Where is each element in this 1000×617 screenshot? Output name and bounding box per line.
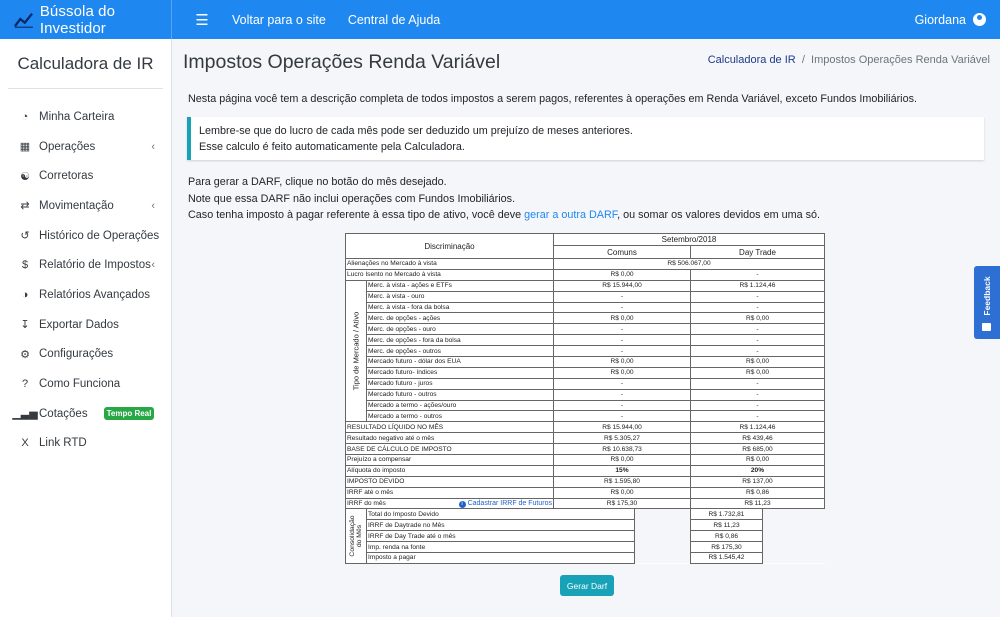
market-label: Mercado futuro- índices (367, 367, 554, 378)
market-comuns: R$ 0,00 (554, 357, 691, 368)
market-daytrade: - (691, 346, 825, 357)
table-row (346, 400, 825, 411)
market-daytrade: - (691, 378, 825, 389)
table-row (346, 280, 825, 291)
table-row (346, 465, 825, 476)
market-daytrade: - (691, 324, 825, 335)
table-row (346, 302, 825, 313)
sidebar-item-label: Relatório de Impostos (39, 259, 151, 272)
col-header-period: Setembro/2018 (554, 234, 825, 246)
summary-daytrade: 20% (691, 465, 825, 476)
sidebar-item-bar-chart[interactable] (0, 399, 171, 429)
history-icon: ↺ (20, 230, 30, 243)
market-label: Mercado a termo - outros (367, 411, 554, 422)
sidebar-item-dollar[interactable] (0, 250, 171, 280)
summary-comuns: R$ 0,00 (554, 487, 691, 498)
irrf-mes-cell (346, 498, 554, 509)
summary-daytrade: R$ 439,46 (691, 433, 825, 444)
sidebar-item-label: Histórico de Operações (39, 229, 160, 242)
market-label: Mercado a termo - ações/ouro (367, 400, 554, 411)
other-darf-link[interactable]: gerar a outra DARF (524, 209, 618, 221)
user-menu[interactable] (915, 0, 986, 39)
market-label: Merc. de opções - fora da bolsa (367, 335, 554, 346)
back-to-site-link[interactable]: Voltar para o site (232, 12, 326, 27)
market-label: Merc. à vista - ouro (367, 291, 554, 302)
chevron-left-icon: ‹ (151, 259, 155, 272)
market-daytrade: - (691, 302, 825, 313)
table-row (346, 324, 825, 335)
summary-label: BASE DE CÁLCULO DE IMPOSTO (346, 444, 554, 455)
market-comuns: R$ 15.944,00 (554, 280, 691, 291)
breadcrumb-current: Impostos Operações Renda Variável (811, 54, 990, 66)
consolidacao-spacer (635, 509, 691, 520)
darf-table (345, 233, 825, 564)
sidebar-item-label: Movimentação (39, 199, 114, 212)
market-comuns: - (554, 378, 691, 389)
market-label: Mercado futuro - dólar dos EUA (367, 357, 554, 368)
sidebar-title: Calculadora de IR (8, 39, 163, 89)
register-irrf-futures-label: Cadastrar IRRF de Futuros (467, 499, 552, 507)
market-daytrade: - (691, 411, 825, 422)
consolidacao-spacer (635, 553, 691, 564)
table-row (346, 291, 825, 302)
summary-daytrade: R$ 0,86 (691, 487, 825, 498)
table-row (346, 346, 825, 357)
main-content (173, 39, 1000, 617)
sidebar-item-grid[interactable] (0, 132, 171, 162)
sidebar-item-exchange[interactable] (0, 191, 171, 221)
summary-daytrade: R$ 137,00 (691, 476, 825, 487)
row-label-alienacoes: Alienações no Mercado à vista (346, 259, 554, 270)
consolidacao-label: IRRF de Daytrade no Mês (367, 520, 635, 531)
info-line-3-text: Caso tenha imposto à pagar referente à essa tipo de ativo, você deve (188, 209, 525, 221)
table-row (346, 509, 825, 520)
top-navbar (0, 0, 1000, 39)
consolidacao-label-text: Consolidação do Mês (349, 515, 363, 557)
summary-daytrade: R$ 1.124,46 (691, 422, 825, 433)
sidebar-item-bank[interactable] (0, 161, 171, 191)
table-row (346, 542, 825, 553)
market-label: Merc. de opções - ações (367, 313, 554, 324)
market-daytrade: - (691, 291, 825, 302)
bar-chart-icon: ▁▃▅ (12, 408, 38, 421)
brand-name: Bússola do Investidor (39, 2, 116, 37)
table-row (346, 433, 825, 444)
lucro-isento-comuns: R$ 0,00 (554, 269, 691, 280)
consolidacao-value: R$ 1.545,42 (691, 553, 763, 564)
market-daytrade: - (691, 335, 825, 346)
register-irrf-futures-link[interactable] (459, 500, 552, 508)
table-row (346, 422, 825, 433)
consolidacao-value: R$ 175,30 (691, 542, 763, 553)
market-comuns: - (554, 302, 691, 313)
summary-label: Alíquota do imposto (346, 465, 554, 476)
market-daytrade: R$ 0,00 (691, 357, 825, 368)
sidebar-item-label: Como Funciona (39, 378, 121, 391)
market-daytrade: - (691, 400, 825, 411)
market-comuns: - (554, 346, 691, 357)
bank-icon: ☯ (20, 170, 30, 183)
market-label: Merc. de opções - ouro (367, 324, 554, 335)
consolidacao-label: IRRF de Day Trade até o mês (367, 531, 635, 542)
summary-comuns: R$ 10.638,73 (554, 444, 691, 455)
market-label: Merc. de opções - outros (367, 346, 554, 357)
market-daytrade: - (691, 389, 825, 400)
chevron-left-icon: ‹ (151, 199, 155, 212)
sidebar-item-label: Operações (39, 140, 96, 153)
summary-daytrade: R$ 0,00 (691, 455, 825, 466)
help-center-link[interactable]: Central de Ajuda (347, 12, 441, 27)
download-icon: ↧ (20, 319, 30, 332)
consolidacao-label: Total do Imposto Devido (367, 509, 635, 520)
sidebar-item-download[interactable] (0, 310, 171, 340)
market-daytrade: R$ 0,00 (691, 367, 825, 378)
consolidacao-spacer (763, 531, 825, 542)
group-label-consolidacao (346, 509, 367, 563)
summary-daytrade: R$ 685,00 (691, 444, 825, 455)
info-line-3 (188, 207, 820, 224)
sidebar-menu (0, 89, 171, 458)
market-label: Merc. à vista - fora da bolsa (367, 302, 554, 313)
summary-comuns: R$ 5.305,27 (554, 433, 691, 444)
exchange-icon: ⇄ (20, 200, 30, 213)
market-comuns: - (554, 411, 691, 422)
consolidacao-spacer (635, 542, 691, 553)
irrf-mes-label: IRRF do mês (347, 499, 386, 507)
realtime-badge: Tempo Real (104, 407, 155, 420)
consolidacao-value: R$ 1.732,81 (691, 509, 763, 520)
sidebar-item-label: Exportar Dados (39, 318, 119, 331)
sidebar-item-excel[interactable] (0, 429, 171, 459)
summary-label: RESULTADO LÍQUIDO NO MÊS (346, 422, 554, 433)
page-description: Nesta página você tem a descrição completa de todos impostos a serem pagos, referentes à operações em Renda Variável, exceto Fundos Imobiliários. (188, 93, 917, 105)
summary-comuns: R$ 0,00 (554, 455, 691, 466)
market-label: Mercado futuro - outros (367, 389, 554, 400)
darf-instructions (188, 174, 820, 224)
user-icon (973, 13, 986, 26)
table-row (346, 357, 825, 368)
market-daytrade: R$ 1.124,46 (691, 280, 825, 291)
lucro-isento-daytrade: - (691, 269, 825, 280)
market-label: Mercado futuro - juros (367, 378, 554, 389)
col-header-discriminacao: Discriminação (346, 234, 554, 259)
market-comuns: - (554, 335, 691, 346)
sidebar-item-label: Minha Carteira (39, 110, 115, 123)
sidebar-item-label: Link RTD (39, 437, 87, 450)
consolidacao-spacer (763, 509, 825, 520)
info-callout (187, 117, 984, 160)
market-comuns: - (554, 291, 691, 302)
info-line-3-suffix: , ou somar os valores devidos em uma só. (617, 209, 820, 221)
question-icon: ? (21, 378, 29, 391)
row-label-lucro-isento: Lucro Isento no Mercado à vista (346, 269, 554, 280)
summary-label: IMPOSTO DEVIDO (346, 476, 554, 487)
breadcrumb-separator: / (798, 54, 808, 66)
breadcrumb-root-link[interactable]: Calculadora de IR (707, 54, 796, 66)
summary-label: IRRF até o mês (346, 487, 554, 498)
table-row (346, 367, 825, 378)
chevron-left-icon: ‹ (151, 140, 155, 153)
market-daytrade: R$ 0,00 (691, 313, 825, 324)
consolidacao-label: Imposto a pagar (367, 553, 635, 564)
sidebar-item-label: Corretoras (39, 170, 94, 183)
grid-icon: ▦ (19, 141, 31, 154)
sidebar-item-pie-chart[interactable] (0, 280, 171, 310)
table-row (346, 411, 825, 422)
irrf-mes-comuns: R$ 175,30 (554, 498, 691, 509)
chart-line-logo-icon (14, 11, 34, 29)
brand[interactable] (0, 0, 172, 39)
market-comuns: - (554, 324, 691, 335)
table-row (346, 487, 825, 498)
summary-comuns: R$ 15.944,00 (554, 422, 691, 433)
sidebar-item-question[interactable] (0, 369, 171, 399)
sidebar-item-label: Cotações (39, 407, 88, 420)
consolidacao-spacer (763, 553, 825, 564)
table-row (346, 313, 825, 324)
summary-label: Resultado negativo até o mês (346, 433, 554, 444)
market-comuns: R$ 0,00 (554, 367, 691, 378)
market-comuns: - (554, 400, 691, 411)
table-row (346, 553, 825, 564)
info-line-1: Para gerar a DARF, clique no botão do mês desejado. (188, 176, 447, 188)
generate-darf-button[interactable]: Gerar Darf (560, 575, 614, 596)
info-circle-icon: i (459, 501, 466, 508)
summary-comuns: 15% (554, 465, 691, 476)
feedback-icon (982, 323, 991, 331)
page-title: Impostos Operações Renda Variável (183, 51, 501, 73)
sidebar-item-dashboard[interactable] (0, 102, 171, 132)
consolidacao-spacer (763, 542, 825, 553)
sidebar-item-history[interactable] (0, 221, 171, 251)
consolidacao-label: Imp. renda na fonte (367, 542, 635, 553)
sidebar-item-gears[interactable] (0, 340, 171, 370)
table-row (346, 444, 825, 455)
market-label: Merc. à vista - ações e ETFs (367, 280, 554, 291)
consolidacao-spacer (635, 531, 691, 542)
alienacoes-value: R$ 506.067,00 (554, 259, 825, 270)
dollar-icon: $ (21, 259, 29, 272)
feedback-tab[interactable] (974, 266, 1000, 339)
sidebar-item-label: Configurações (39, 348, 114, 361)
consolidacao-spacer (635, 520, 691, 531)
group-label-market (346, 280, 367, 422)
irrf-mes-daytrade: R$ 11,23 (691, 498, 825, 509)
market-comuns: - (554, 389, 691, 400)
user-name: Giordana (914, 12, 966, 27)
table-row (346, 476, 825, 487)
pie-chart-icon: ◑ (21, 288, 29, 301)
table-row (346, 520, 825, 531)
feedback-label: Feedback (982, 276, 992, 316)
gears-icon: ⚙ (20, 348, 30, 361)
table-row (346, 389, 825, 400)
menu-toggle-icon[interactable]: ☰ (195, 11, 209, 29)
table-row (346, 531, 825, 542)
table-row (346, 378, 825, 389)
col-header-comuns: Comuns (554, 246, 691, 259)
callout-line-2: Esse calculo é feito automaticamente pela Calculadora. (199, 141, 465, 153)
market-comuns: R$ 0,00 (554, 313, 691, 324)
summary-comuns: R$ 1.595,80 (554, 476, 691, 487)
table-row (346, 335, 825, 346)
summary-label: Prejuízo a compensar (346, 455, 554, 466)
breadcrumb (708, 54, 990, 66)
excel-icon: X (21, 437, 29, 450)
group-label-text: Tipo de Mercado / Ativo (351, 311, 361, 391)
consolidacao-value: R$ 11,23 (691, 520, 763, 531)
info-line-2: Note que essa DARF não inclui operações com Fundos Imobiliários. (188, 192, 516, 205)
sidebar (0, 39, 172, 617)
col-header-daytrade: Day Trade (691, 246, 825, 259)
table-row (346, 498, 825, 509)
dashboard-icon: ◔ (21, 110, 29, 123)
sidebar-item-label: Relatórios Avançados (39, 288, 151, 301)
callout-line-1: Lembre-se que do lucro de cada mês pode ser deduzido um prejuízo de meses anteriores. (199, 125, 633, 137)
consolidacao-value: R$ 0,86 (691, 531, 763, 542)
table-row (346, 455, 825, 466)
consolidacao-spacer (763, 520, 825, 531)
